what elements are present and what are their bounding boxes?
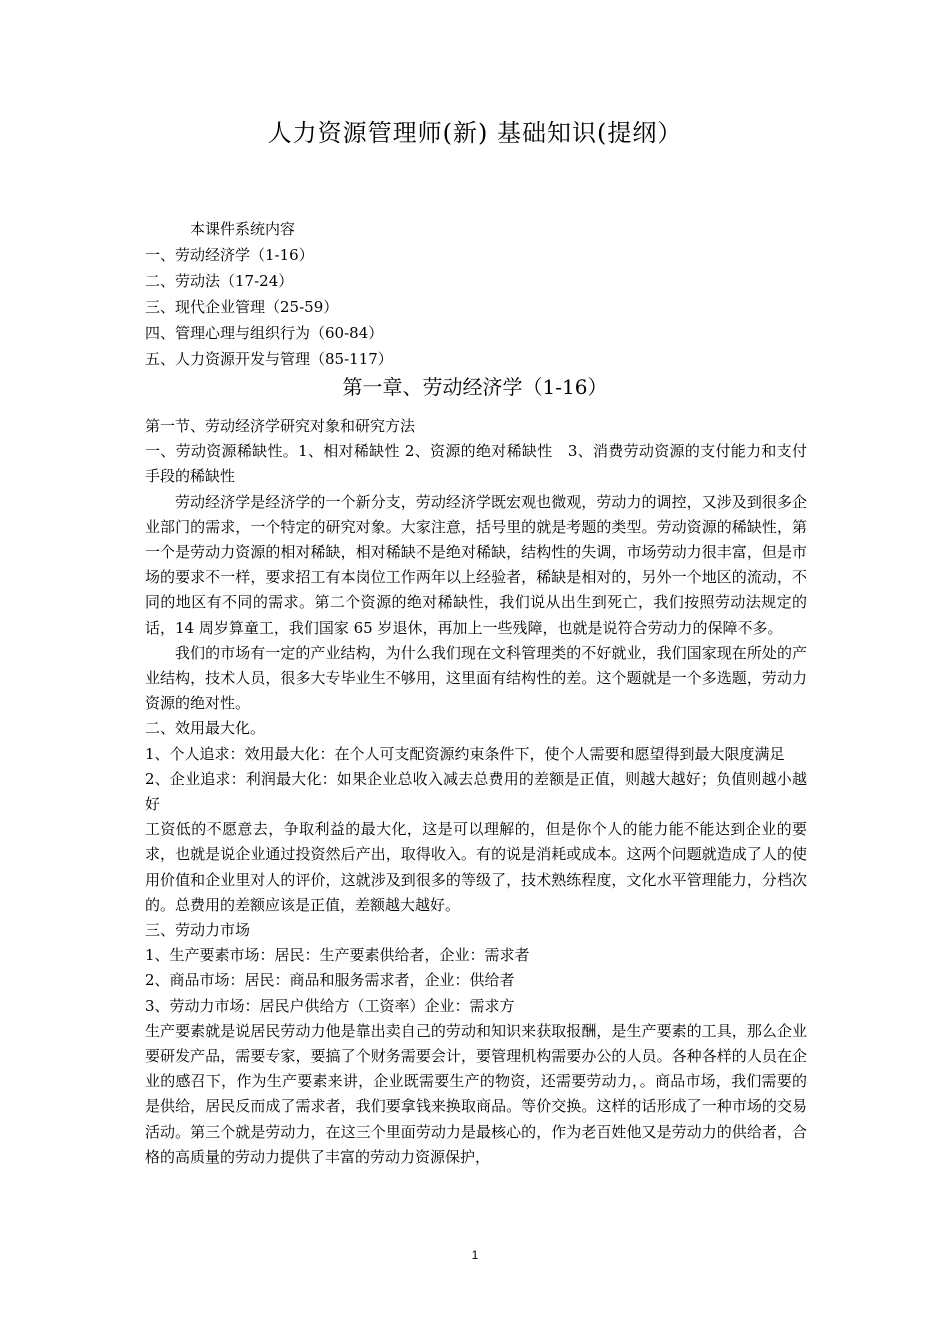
toc-item: 一、劳动经济学（1-16） <box>145 246 314 264</box>
paragraph: 工资低的不愿意去，争取利益的最大化，这是可以理解的，但是你个人的能力能不能达到企业的要求，也就是说企业通过投资然后产出，取得收入。有的说是消耗或成本。这两个问题就造成了人的使用价值和企业里对人的评价，这就涉及到很多的等级了，技术熟练程度，文化水平管理能力，分档次的。总费用的差额应该是正值，差额越大越好。 <box>145 820 807 914</box>
section-heading: 第一节、劳动经济学研究对象和研究方法 <box>145 417 416 435</box>
paragraph: 1、个人追求：效用最大化：在个人可支配资源约束条件下，使个人需要和愿望得到最大限度满足 <box>145 744 785 763</box>
chapter-title: 第一章、劳动经济学（1-16） <box>342 375 608 399</box>
toc-item: 二、劳动法（17-24） <box>145 272 294 290</box>
paragraph: 我们的市场有一定的产业结构，为什么我们现在文科管理类的不好就业，我们国家现在所处的产业结构，技术人员，很多大专毕业生不够用，这里面有结构性的差。这个题就是一个多选题，劳动力资源的绝对性。 <box>145 643 807 713</box>
document-title: 人力资源管理师(新) 基础知识(提纲） <box>267 119 683 147</box>
paragraph: 3、劳动力市场：居民户供给方（工资率）企业：需求方 <box>145 996 515 1015</box>
page-number: 1 <box>471 1248 479 1262</box>
paragraph: 三、劳动力市场 <box>145 921 251 940</box>
paragraph: 2、商品市场：居民：商品和服务需求者，企业：供给者 <box>145 971 515 990</box>
table-of-contents <box>145 216 805 372</box>
paragraph: 生产要素就是说居民劳动力他是靠出卖自己的劳动和知识来获取报酬，是生产要素的工具，那么企业要研发产品，需要专家，要搞了个财务需要会计，要管理机构需要办公的人员。各种各样的人员在企业的感召下，作为生产要素来讲，企业既需要生产的物资，还需要劳动力，。商品市场，我们需要的是供给，居民反而成了需求者，我们要拿钱来换取商品。等价交换。这样的话形成了一种市场的交易活动。第三个就是劳动力，在这三个里面劳动力是最核心的，作为老百姓他又是劳动力的供给者，合格的高质量的劳动力提供了丰富的劳动力资源保护， <box>145 1021 807 1166</box>
body-text <box>145 414 807 1170</box>
toc-item: 五、人力资源开发与管理（85-117） <box>145 350 393 368</box>
paragraph: 2、企业追求：利润最大化：如果企业总收入减去总费用的差额是正值，则越大越好；负值则越小越好 <box>145 769 807 814</box>
paragraph: 1、生产要素市场：居民：生产要素供给者，企业：需求者 <box>145 946 530 965</box>
toc-heading: 本课件系统内容 <box>190 220 296 238</box>
paragraph: 一、劳动资源稀缺性。1、相对稀缺性 2、资源的绝对稀缺性 3、消费劳动资源的支付能力和支付手段的稀缺性 <box>145 442 807 486</box>
toc-item: 四、管理心理与组织行为（60-84） <box>145 324 384 342</box>
toc-item: 三、现代企业管理（25-59） <box>145 298 339 316</box>
paragraph: 二、效用最大化。 <box>145 719 266 738</box>
paragraph: 劳动经济学是经济学的一个新分支，劳动经济学既宏观也微观，劳动力的调控，又涉及到很多企业部门的需求，一个特定的研究对象。大家注意，括号里的就是考题的类型。劳动资源的稀缺性，第一个是劳动力资源的相对稀缺，相对稀缺不是绝对稀缺，结构性的失调，市场劳动力很丰富，但是市场的要求不一样，要求招工有本岗位工作两年以上经验者，稀缺是相对的，另外一个地区的流动，不同的地区有不同的需求。第二个资源的绝对稀缺性，我们说从出生到死亡，我们按照劳动法规定的话，14 周岁算童工，我们国家 65 岁退休，再加上一些残障，也就是说符合劳动力的保障不多。 <box>145 492 807 637</box>
